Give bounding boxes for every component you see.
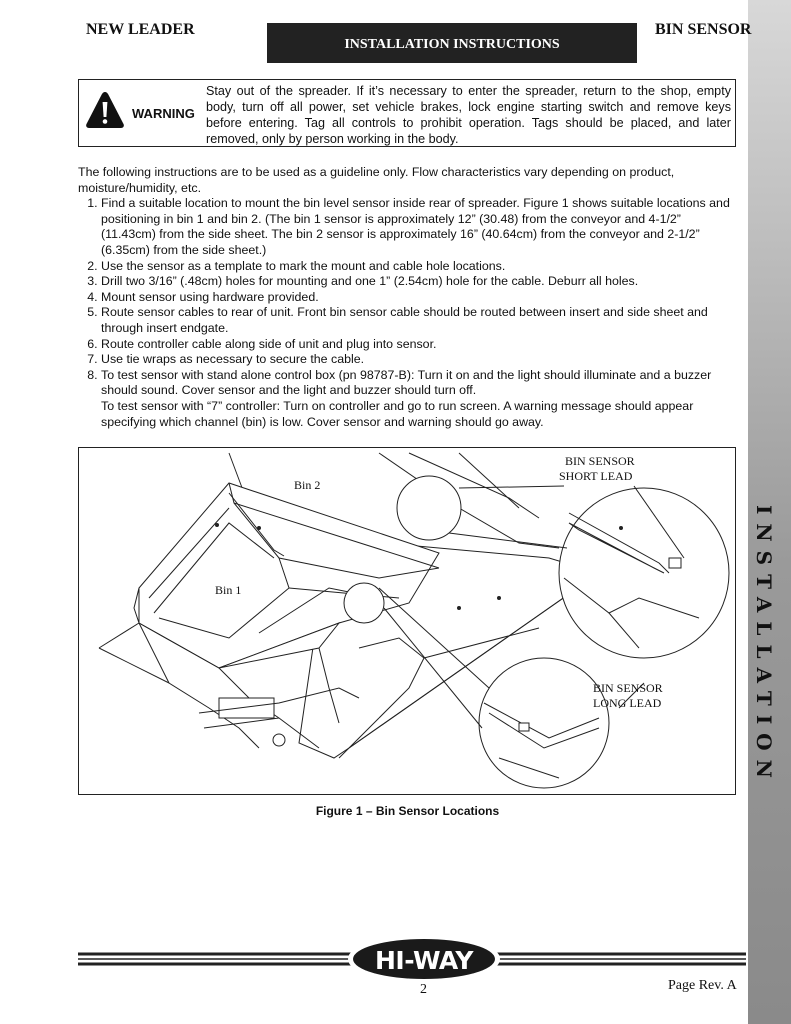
warning-box [78,79,736,147]
label-long-lead-line1: BIN SENSOR [593,681,663,695]
step-item: 6. Route controller cable along side of unit and plug into sensor. [101,337,738,353]
page-number: 2 [420,982,427,997]
step-item: 1. Find a suitable location to mount the bin level sensor inside rear of spreader. Figure 1 shows suitable locations and positioning in bin 1 and bin 2. (The bin 1 sensor is approximately 12” (30.48) from the conveyor and 4-1/2” (11.43cm) from the side sheet. The bin 2 sensor is approximately 16” (40.64cm) from the conveyor and 2-1/2” (6.35cm) from the side sheet.) [101,196,738,258]
label-bin-1: Bin 1 [215,583,242,597]
figure-caption: Figure 1 – Bin Sensor Locations [315,804,500,818]
figure-box [78,447,736,795]
step8-note: To test sensor with “7” controller: Turn on controller and go to run screen. A warning message should appear specifying which channel (bin) is low. Cover sensor and warning should go away. [101,398,694,429]
header-product: BIN SENSOR [655,21,752,38]
warning-triangle-icon [85,90,125,130]
label-short-lead-line1: BIN SENSOR [565,454,635,468]
side-tab-label: INSTALLATION [752,505,776,787]
step-item: 4. Mount sensor using hardware provided. [101,290,738,306]
label-short-lead-line2: SHORT LEAD [559,469,633,483]
side-tab-bar [748,0,791,1024]
step-item: 8. To test sensor with stand alone control box (pn 98787-B): Turn it on and the light should illuminate and a buzzer should sound. Cover sensor and the light and buzzer should turn off. [101,368,738,399]
intro-paragraph: The following instructions are to be used as a guideline only. Flow characteristics vary depending on product, moisture/humidity, etc. [78,165,675,195]
step-item: 2. Use the sensor as a template to mark the mount and cable hole locations. [101,259,738,275]
step-item: 3. Drill two 3/16” (.48cm) holes for mounting and one 1” (2.54cm) hole for the cable. Deburr all holes. [101,274,738,290]
step-item: 7. Use tie wraps as necessary to secure the cable. [101,352,738,368]
header-title: INSTALLATION INSTRUCTIONS [344,37,560,52]
figure-caption-row [0,800,791,819]
warning-text: Stay out of the spreader. If it’s necessary to enter the spreader, return to the shop, empty body, turn off all power, set vehicle brakes, lock engine starting switch and remove keys before entering. Tag all controls to prohibit operation. Tags should be placed, and later removed, only by person working in the body. [206,84,731,146]
steps-list [78,196,738,399]
instructions [78,165,738,430]
page-revision: Page Rev. A [668,978,737,993]
label-long-lead-line2: LONG LEAD [593,696,662,710]
warning-label: WARNING [132,106,195,121]
hi-way-logo: HI-WAY [375,945,473,975]
label-bin-2: Bin 2 [294,478,321,492]
header-brand: NEW LEADER [86,21,195,38]
spreader-drawing [79,448,736,795]
header-title-box [267,23,637,63]
step-item: 5. Route sensor cables to rear of unit. Front bin sensor cable should be routed between insert and side sheet and through insert endgate. [101,305,738,336]
